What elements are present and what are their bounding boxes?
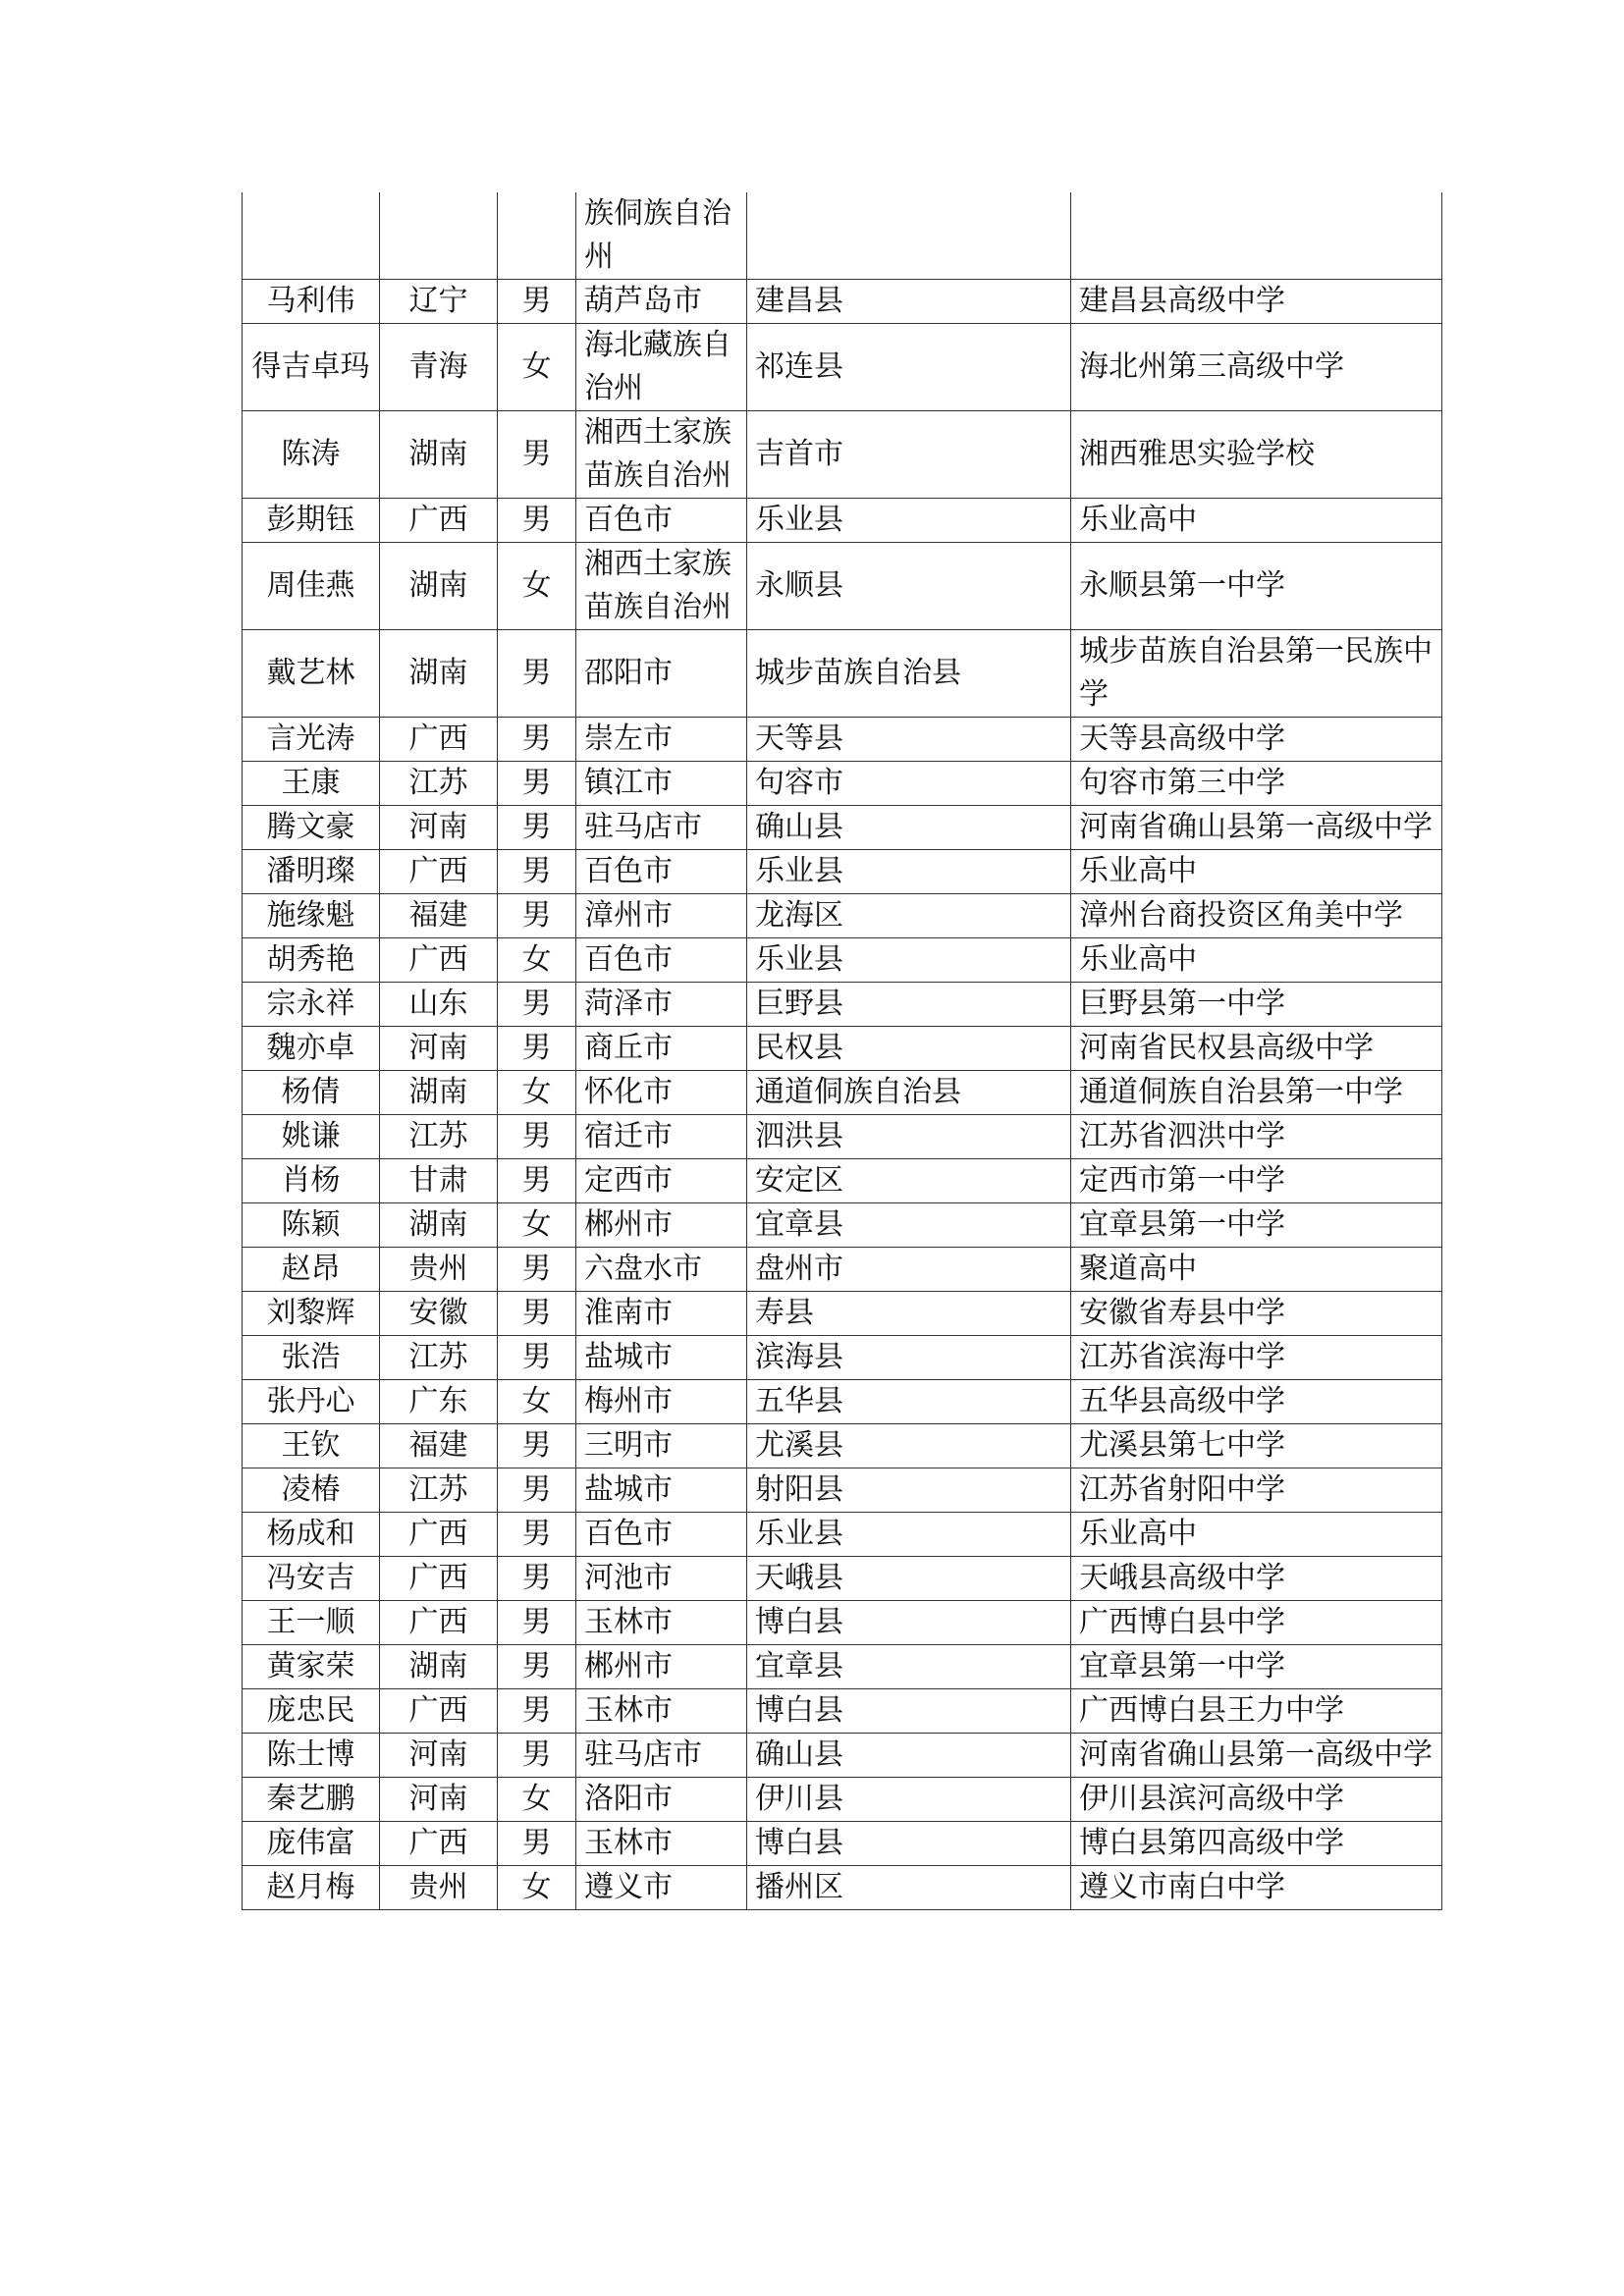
county-cell: 伊川县 bbox=[747, 1778, 1071, 1822]
province-cell: 广东 bbox=[380, 1380, 498, 1424]
city-cell: 百色市 bbox=[576, 499, 747, 543]
table-row bbox=[243, 1689, 1442, 1734]
school-cell: 博白县第四高级中学 bbox=[1071, 1822, 1442, 1866]
school-cell: 乐业高中 bbox=[1071, 850, 1442, 894]
county-cell: 宜章县 bbox=[747, 1203, 1071, 1248]
table-row bbox=[243, 1557, 1442, 1601]
gender-cell: 女 bbox=[498, 1203, 576, 1248]
gender-cell: 男 bbox=[498, 1468, 576, 1513]
table-row bbox=[243, 280, 1442, 324]
province-cell: 江苏 bbox=[380, 1468, 498, 1513]
gender-cell: 男 bbox=[498, 762, 576, 806]
school-cell: 乐业高中 bbox=[1071, 499, 1442, 543]
county-cell: 尤溪县 bbox=[747, 1424, 1071, 1468]
city-cell: 葫芦岛市 bbox=[576, 280, 747, 324]
gender-cell: 男 bbox=[498, 630, 576, 718]
province-cell: 青海 bbox=[380, 324, 498, 411]
table-row bbox=[243, 411, 1442, 499]
student-name-cell: 杨倩 bbox=[243, 1071, 380, 1115]
province-cell: 贵州 bbox=[380, 1866, 498, 1910]
city-cell: 驻马店市 bbox=[576, 1734, 747, 1778]
school-cell: 定西市第一中学 bbox=[1071, 1159, 1442, 1203]
province-cell: 湖南 bbox=[380, 1203, 498, 1248]
county-cell: 建昌县 bbox=[747, 280, 1071, 324]
county-cell: 永顺县 bbox=[747, 543, 1071, 630]
city-cell: 玉林市 bbox=[576, 1822, 747, 1866]
province-cell: 广西 bbox=[380, 1601, 498, 1645]
gender-cell: 男 bbox=[498, 1248, 576, 1292]
province-cell: 贵州 bbox=[380, 1248, 498, 1292]
city-cell: 淮南市 bbox=[576, 1292, 747, 1336]
city-cell: 百色市 bbox=[576, 1513, 747, 1557]
school-cell: 漳州台商投资区角美中学 bbox=[1071, 894, 1442, 938]
province-cell: 河南 bbox=[380, 1734, 498, 1778]
student-name-cell: 胡秀艳 bbox=[243, 938, 380, 983]
student-name-cell: 张丹心 bbox=[243, 1380, 380, 1424]
student-name-cell: 周佳燕 bbox=[243, 543, 380, 630]
roster-body bbox=[243, 192, 1442, 1910]
city-cell: 宿迁市 bbox=[576, 1115, 747, 1159]
gender-cell: 男 bbox=[498, 806, 576, 850]
school-cell: 江苏省泗洪中学 bbox=[1071, 1115, 1442, 1159]
province-cell: 江苏 bbox=[380, 1336, 498, 1380]
city-cell: 三明市 bbox=[576, 1424, 747, 1468]
city-cell: 菏泽市 bbox=[576, 983, 747, 1027]
student-name-cell: 陈颖 bbox=[243, 1203, 380, 1248]
city-cell: 郴州市 bbox=[576, 1203, 747, 1248]
table-row bbox=[243, 1380, 1442, 1424]
table-row bbox=[243, 983, 1442, 1027]
county-cell: 安定区 bbox=[747, 1159, 1071, 1203]
city-cell: 六盘水市 bbox=[576, 1248, 747, 1292]
county-cell: 盘州市 bbox=[747, 1248, 1071, 1292]
county-cell: 确山县 bbox=[747, 1734, 1071, 1778]
table-row bbox=[243, 850, 1442, 894]
city-cell: 崇左市 bbox=[576, 718, 747, 762]
city-cell: 盐城市 bbox=[576, 1468, 747, 1513]
table-row bbox=[243, 1071, 1442, 1115]
gender-cell: 男 bbox=[498, 1557, 576, 1601]
school-cell: 通道侗族自治县第一中学 bbox=[1071, 1071, 1442, 1115]
student-name-cell: 凌椿 bbox=[243, 1468, 380, 1513]
county-cell: 播州区 bbox=[747, 1866, 1071, 1910]
city-cell: 邵阳市 bbox=[576, 630, 747, 718]
county-cell: 乐业县 bbox=[747, 1513, 1071, 1557]
city-cell: 盐城市 bbox=[576, 1336, 747, 1380]
school-cell: 乐业高中 bbox=[1071, 938, 1442, 983]
school-cell: 宜章县第一中学 bbox=[1071, 1203, 1442, 1248]
county-cell: 寿县 bbox=[747, 1292, 1071, 1336]
student-name-cell: 王一顺 bbox=[243, 1601, 380, 1645]
student-name-cell: 潘明璨 bbox=[243, 850, 380, 894]
gender-cell: 男 bbox=[498, 280, 576, 324]
student-name-cell: 庞忠民 bbox=[243, 1689, 380, 1734]
student-name-cell: 赵月梅 bbox=[243, 1866, 380, 1910]
province-cell: 湖南 bbox=[380, 411, 498, 499]
city-cell: 海北藏族自治州 bbox=[576, 324, 747, 411]
student-name-cell: 腾文豪 bbox=[243, 806, 380, 850]
county-cell bbox=[747, 192, 1071, 280]
school-cell: 江苏省射阳中学 bbox=[1071, 1468, 1442, 1513]
county-cell: 泗洪县 bbox=[747, 1115, 1071, 1159]
gender-cell: 男 bbox=[498, 1115, 576, 1159]
gender-cell: 女 bbox=[498, 324, 576, 411]
gender-cell: 女 bbox=[498, 1778, 576, 1822]
province-cell: 河南 bbox=[380, 1027, 498, 1071]
county-cell: 祁连县 bbox=[747, 324, 1071, 411]
gender-cell: 男 bbox=[498, 1601, 576, 1645]
school-cell: 江苏省滨海中学 bbox=[1071, 1336, 1442, 1380]
gender-cell bbox=[498, 192, 576, 280]
student-name-cell: 刘黎辉 bbox=[243, 1292, 380, 1336]
table-row bbox=[243, 1778, 1442, 1822]
table-row bbox=[243, 806, 1442, 850]
student-name-cell: 魏亦卓 bbox=[243, 1027, 380, 1071]
school-cell: 五华县高级中学 bbox=[1071, 1380, 1442, 1424]
student-name-cell: 杨成和 bbox=[243, 1513, 380, 1557]
school-cell: 天峨县高级中学 bbox=[1071, 1557, 1442, 1601]
student-name-cell: 彭期钰 bbox=[243, 499, 380, 543]
city-cell: 百色市 bbox=[576, 938, 747, 983]
gender-cell: 男 bbox=[498, 1513, 576, 1557]
city-cell: 郴州市 bbox=[576, 1645, 747, 1689]
school-cell: 海北州第三高级中学 bbox=[1071, 324, 1442, 411]
gender-cell: 男 bbox=[498, 1734, 576, 1778]
student-name-cell: 陈士博 bbox=[243, 1734, 380, 1778]
county-cell: 博白县 bbox=[747, 1601, 1071, 1645]
table-row bbox=[243, 543, 1442, 630]
table-row bbox=[243, 762, 1442, 806]
table-row bbox=[243, 192, 1442, 280]
county-cell: 通道侗族自治县 bbox=[747, 1071, 1071, 1115]
school-cell: 河南省民权县高级中学 bbox=[1071, 1027, 1442, 1071]
school-cell: 永顺县第一中学 bbox=[1071, 543, 1442, 630]
province-cell: 广西 bbox=[380, 850, 498, 894]
gender-cell: 男 bbox=[498, 894, 576, 938]
table-row bbox=[243, 1468, 1442, 1513]
province-cell bbox=[380, 192, 498, 280]
school-cell: 天等县高级中学 bbox=[1071, 718, 1442, 762]
table-row bbox=[243, 1248, 1442, 1292]
province-cell: 河南 bbox=[380, 806, 498, 850]
school-cell: 城步苗族自治县第一民族中学 bbox=[1071, 630, 1442, 718]
table-row bbox=[243, 1115, 1442, 1159]
school-cell: 宜章县第一中学 bbox=[1071, 1645, 1442, 1689]
student-name-cell: 肖杨 bbox=[243, 1159, 380, 1203]
student-name-cell: 赵昂 bbox=[243, 1248, 380, 1292]
table-row bbox=[243, 1866, 1442, 1910]
school-cell: 安徽省寿县中学 bbox=[1071, 1292, 1442, 1336]
table-row bbox=[243, 938, 1442, 983]
gender-cell: 男 bbox=[498, 718, 576, 762]
gender-cell: 男 bbox=[498, 499, 576, 543]
student-name-cell: 得吉卓玛 bbox=[243, 324, 380, 411]
province-cell: 辽宁 bbox=[380, 280, 498, 324]
table-row bbox=[243, 1203, 1442, 1248]
gender-cell: 男 bbox=[498, 1027, 576, 1071]
gender-cell: 男 bbox=[498, 1336, 576, 1380]
county-cell: 吉首市 bbox=[747, 411, 1071, 499]
student-name-cell: 马利伟 bbox=[243, 280, 380, 324]
table-row bbox=[243, 1513, 1442, 1557]
county-cell: 宜章县 bbox=[747, 1645, 1071, 1689]
table-row bbox=[243, 1424, 1442, 1468]
table-row bbox=[243, 718, 1442, 762]
gender-cell: 男 bbox=[498, 411, 576, 499]
city-cell: 遵义市 bbox=[576, 1866, 747, 1910]
province-cell: 甘肃 bbox=[380, 1159, 498, 1203]
province-cell: 安徽 bbox=[380, 1292, 498, 1336]
gender-cell: 男 bbox=[498, 1159, 576, 1203]
student-name-cell: 张浩 bbox=[243, 1336, 380, 1380]
province-cell: 福建 bbox=[380, 894, 498, 938]
county-cell: 博白县 bbox=[747, 1689, 1071, 1734]
province-cell: 湖南 bbox=[380, 630, 498, 718]
county-cell: 民权县 bbox=[747, 1027, 1071, 1071]
school-cell: 句容市第三中学 bbox=[1071, 762, 1442, 806]
table-row bbox=[243, 324, 1442, 411]
city-cell: 漳州市 bbox=[576, 894, 747, 938]
city-cell: 镇江市 bbox=[576, 762, 747, 806]
school-cell: 广西博白县王力中学 bbox=[1071, 1689, 1442, 1734]
school-cell: 建昌县高级中学 bbox=[1071, 280, 1442, 324]
province-cell: 广西 bbox=[380, 1557, 498, 1601]
province-cell: 江苏 bbox=[380, 762, 498, 806]
county-cell: 乐业县 bbox=[747, 499, 1071, 543]
province-cell: 广西 bbox=[380, 1513, 498, 1557]
county-cell: 天等县 bbox=[747, 718, 1071, 762]
city-cell: 定西市 bbox=[576, 1159, 747, 1203]
table-row bbox=[243, 499, 1442, 543]
gender-cell: 女 bbox=[498, 1380, 576, 1424]
province-cell: 山东 bbox=[380, 983, 498, 1027]
table-row bbox=[243, 630, 1442, 718]
province-cell: 广西 bbox=[380, 718, 498, 762]
gender-cell: 女 bbox=[498, 1071, 576, 1115]
city-cell: 洛阳市 bbox=[576, 1778, 747, 1822]
student-name-cell: 陈涛 bbox=[243, 411, 380, 499]
county-cell: 滨海县 bbox=[747, 1336, 1071, 1380]
student-name-cell: 王钦 bbox=[243, 1424, 380, 1468]
county-cell: 射阳县 bbox=[747, 1468, 1071, 1513]
county-cell: 句容市 bbox=[747, 762, 1071, 806]
city-cell: 河池市 bbox=[576, 1557, 747, 1601]
table-row bbox=[243, 1336, 1442, 1380]
gender-cell: 男 bbox=[498, 1645, 576, 1689]
school-cell: 伊川县滨河高级中学 bbox=[1071, 1778, 1442, 1822]
student-name-cell: 秦艺鹏 bbox=[243, 1778, 380, 1822]
city-cell: 怀化市 bbox=[576, 1071, 747, 1115]
student-roster-table bbox=[242, 192, 1442, 1910]
table-row bbox=[243, 1822, 1442, 1866]
student-name-cell: 黄家荣 bbox=[243, 1645, 380, 1689]
student-name-cell: 施缘魁 bbox=[243, 894, 380, 938]
province-cell: 广西 bbox=[380, 1689, 498, 1734]
student-name-cell: 王康 bbox=[243, 762, 380, 806]
province-cell: 广西 bbox=[380, 499, 498, 543]
student-name-cell: 姚谦 bbox=[243, 1115, 380, 1159]
gender-cell: 男 bbox=[498, 850, 576, 894]
county-cell: 五华县 bbox=[747, 1380, 1071, 1424]
province-cell: 湖南 bbox=[380, 1071, 498, 1115]
county-cell: 龙海区 bbox=[747, 894, 1071, 938]
school-cell: 遵义市南白中学 bbox=[1071, 1866, 1442, 1910]
school-cell: 尤溪县第七中学 bbox=[1071, 1424, 1442, 1468]
gender-cell: 男 bbox=[498, 1689, 576, 1734]
table-row bbox=[243, 1292, 1442, 1336]
city-cell: 玉林市 bbox=[576, 1689, 747, 1734]
student-name-cell: 庞伟富 bbox=[243, 1822, 380, 1866]
table-row bbox=[243, 1027, 1442, 1071]
student-name-cell: 宗永祥 bbox=[243, 983, 380, 1027]
gender-cell: 男 bbox=[498, 983, 576, 1027]
school-cell: 乐业高中 bbox=[1071, 1513, 1442, 1557]
city-cell: 湘西土家族苗族自治州 bbox=[576, 411, 747, 499]
table-row bbox=[243, 1159, 1442, 1203]
county-cell: 城步苗族自治县 bbox=[747, 630, 1071, 718]
gender-cell: 女 bbox=[498, 543, 576, 630]
province-cell: 广西 bbox=[380, 1822, 498, 1866]
school-cell: 广西博白县中学 bbox=[1071, 1601, 1442, 1645]
school-cell: 湘西雅思实验学校 bbox=[1071, 411, 1442, 499]
school-cell: 河南省确山县第一高级中学 bbox=[1071, 1734, 1442, 1778]
county-cell: 乐业县 bbox=[747, 850, 1071, 894]
province-cell: 广西 bbox=[380, 938, 498, 983]
school-cell bbox=[1071, 192, 1442, 280]
city-cell: 族侗族自治州 bbox=[576, 192, 747, 280]
county-cell: 博白县 bbox=[747, 1822, 1071, 1866]
province-cell: 湖南 bbox=[380, 543, 498, 630]
school-cell: 河南省确山县第一高级中学 bbox=[1071, 806, 1442, 850]
table-row bbox=[243, 894, 1442, 938]
province-cell: 河南 bbox=[380, 1778, 498, 1822]
gender-cell: 男 bbox=[498, 1292, 576, 1336]
county-cell: 巨野县 bbox=[747, 983, 1071, 1027]
city-cell: 湘西土家族苗族自治州 bbox=[576, 543, 747, 630]
table-row bbox=[243, 1645, 1442, 1689]
gender-cell: 男 bbox=[498, 1822, 576, 1866]
school-cell: 聚道高中 bbox=[1071, 1248, 1442, 1292]
student-name-cell: 言光涛 bbox=[243, 718, 380, 762]
city-cell: 百色市 bbox=[576, 850, 747, 894]
table-row bbox=[243, 1601, 1442, 1645]
province-cell: 江苏 bbox=[380, 1115, 498, 1159]
gender-cell: 女 bbox=[498, 1866, 576, 1910]
gender-cell: 男 bbox=[498, 1424, 576, 1468]
province-cell: 湖南 bbox=[380, 1645, 498, 1689]
gender-cell: 女 bbox=[498, 938, 576, 983]
county-cell: 确山县 bbox=[747, 806, 1071, 850]
student-name-cell bbox=[243, 192, 380, 280]
school-cell: 巨野县第一中学 bbox=[1071, 983, 1442, 1027]
city-cell: 玉林市 bbox=[576, 1601, 747, 1645]
county-cell: 天峨县 bbox=[747, 1557, 1071, 1601]
city-cell: 驻马店市 bbox=[576, 806, 747, 850]
province-cell: 福建 bbox=[380, 1424, 498, 1468]
table-row bbox=[243, 1734, 1442, 1778]
city-cell: 商丘市 bbox=[576, 1027, 747, 1071]
county-cell: 乐业县 bbox=[747, 938, 1071, 983]
student-name-cell: 戴艺林 bbox=[243, 630, 380, 718]
student-name-cell: 冯安吉 bbox=[243, 1557, 380, 1601]
city-cell: 梅州市 bbox=[576, 1380, 747, 1424]
